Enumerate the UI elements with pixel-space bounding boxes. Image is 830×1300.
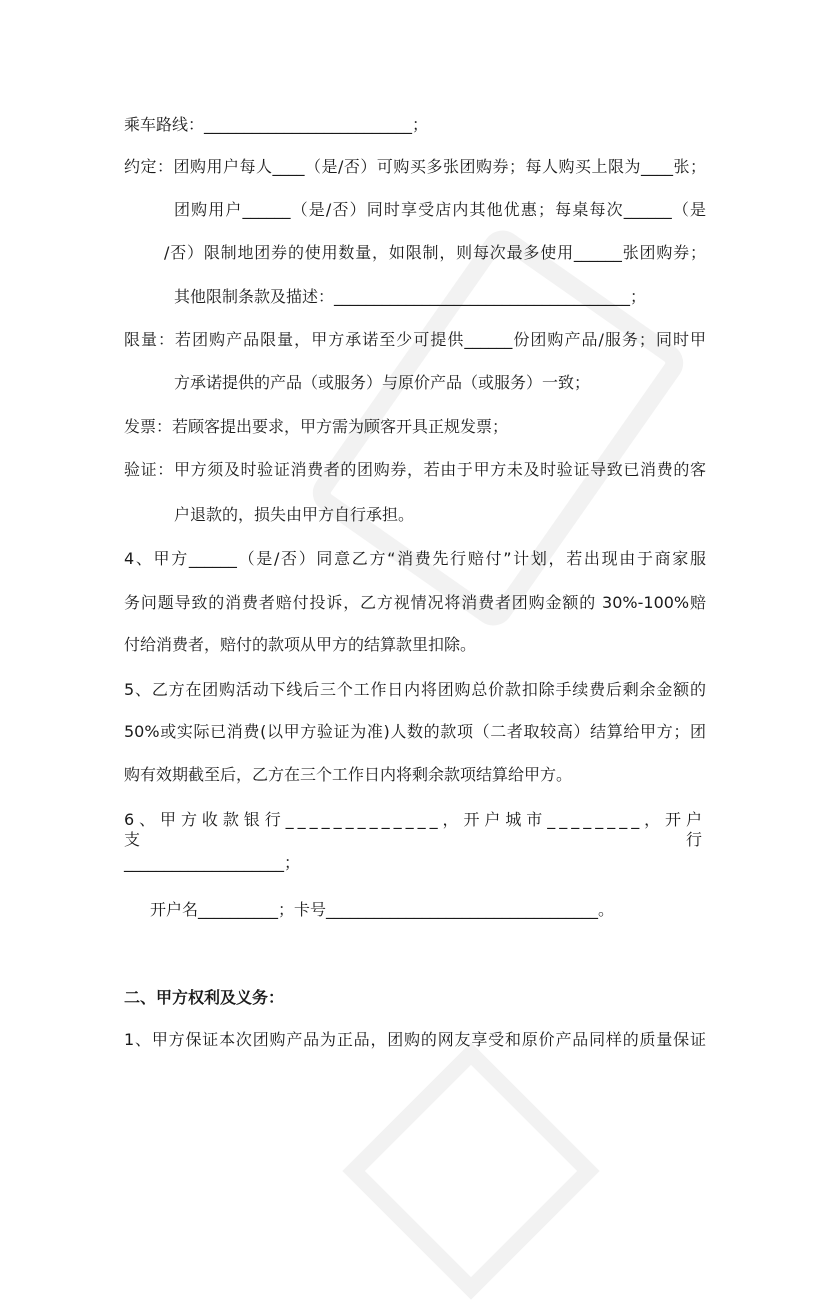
- clause-5-line: 50%或实际已消费(以甲方验证为准)人数的款项（二者取较高）结算给甲方；团: [124, 722, 706, 741]
- clause-1-line: 1、甲方保证本次团购产品为正品，团购的网友享受和原价产品同样的质量保证: [124, 1030, 706, 1049]
- clause-5-line: 购有效期截至后，乙方在三个工作日内将剩余款项结算给甲方。: [124, 765, 573, 784]
- agreement-line: 约定：团购用户每人____（是/否）可购买多张团购券；每人购买上限为____张；: [124, 157, 706, 176]
- agreement-line: 团购用户______（是/否）同时享受店内其他优惠；每桌每次______（是: [174, 200, 706, 219]
- clause-5-line: 5、乙方在团购活动下线后三个工作日内将团购总价款扣除手续费后剩余金额的: [124, 680, 706, 699]
- agreement-line: /否）限制地团券的使用数量，如限制，则每次最多使用______张团购券；: [164, 243, 706, 262]
- watermark: [342, 1042, 599, 1299]
- clause-4-line: 付给消费者，赔付的款项从甲方的结算款里扣除。: [124, 635, 477, 654]
- clause-6-line: ____________________；: [124, 853, 301, 872]
- account-line: 开户名__________；卡号__________________________________。: [150, 900, 615, 919]
- clause-4-line: 务问题导致的消费者赔付投诉，乙方视情况将消费者团购金额的 30%-100%赔: [124, 593, 706, 612]
- route-line: 乘车路线：__________________________；: [124, 115, 429, 134]
- clause-4-line: 4、甲方______（是/否）同意乙方“消费先行赔付”计划，若出现由于商家服: [124, 549, 706, 568]
- verification-line: 验证：甲方须及时验证消费者的团购券，若由于甲方未及时验证导致已消费的客: [124, 460, 706, 479]
- verification-line: 户退款的，损失由甲方自行承担。: [174, 505, 415, 524]
- section-heading: 二、甲方权利及义务：: [124, 988, 285, 1007]
- agreement-line: 其他限制条款及描述：_____________________________________；: [174, 287, 647, 306]
- invoice-line: 发票：若顾客提出要求，甲方需为顾客开具正规发票；: [124, 417, 509, 436]
- quantity-line: 限量：若团购产品限量，甲方承诺至少可提供______份团购产品/服务；同时甲: [124, 330, 706, 349]
- clause-6-line: 6、甲方收款银行_____________，开户城市________，开户支行: [124, 810, 706, 849]
- quantity-line: 方承诺提供的产品（或服务）与原价产品（或服务）一致；: [174, 373, 591, 392]
